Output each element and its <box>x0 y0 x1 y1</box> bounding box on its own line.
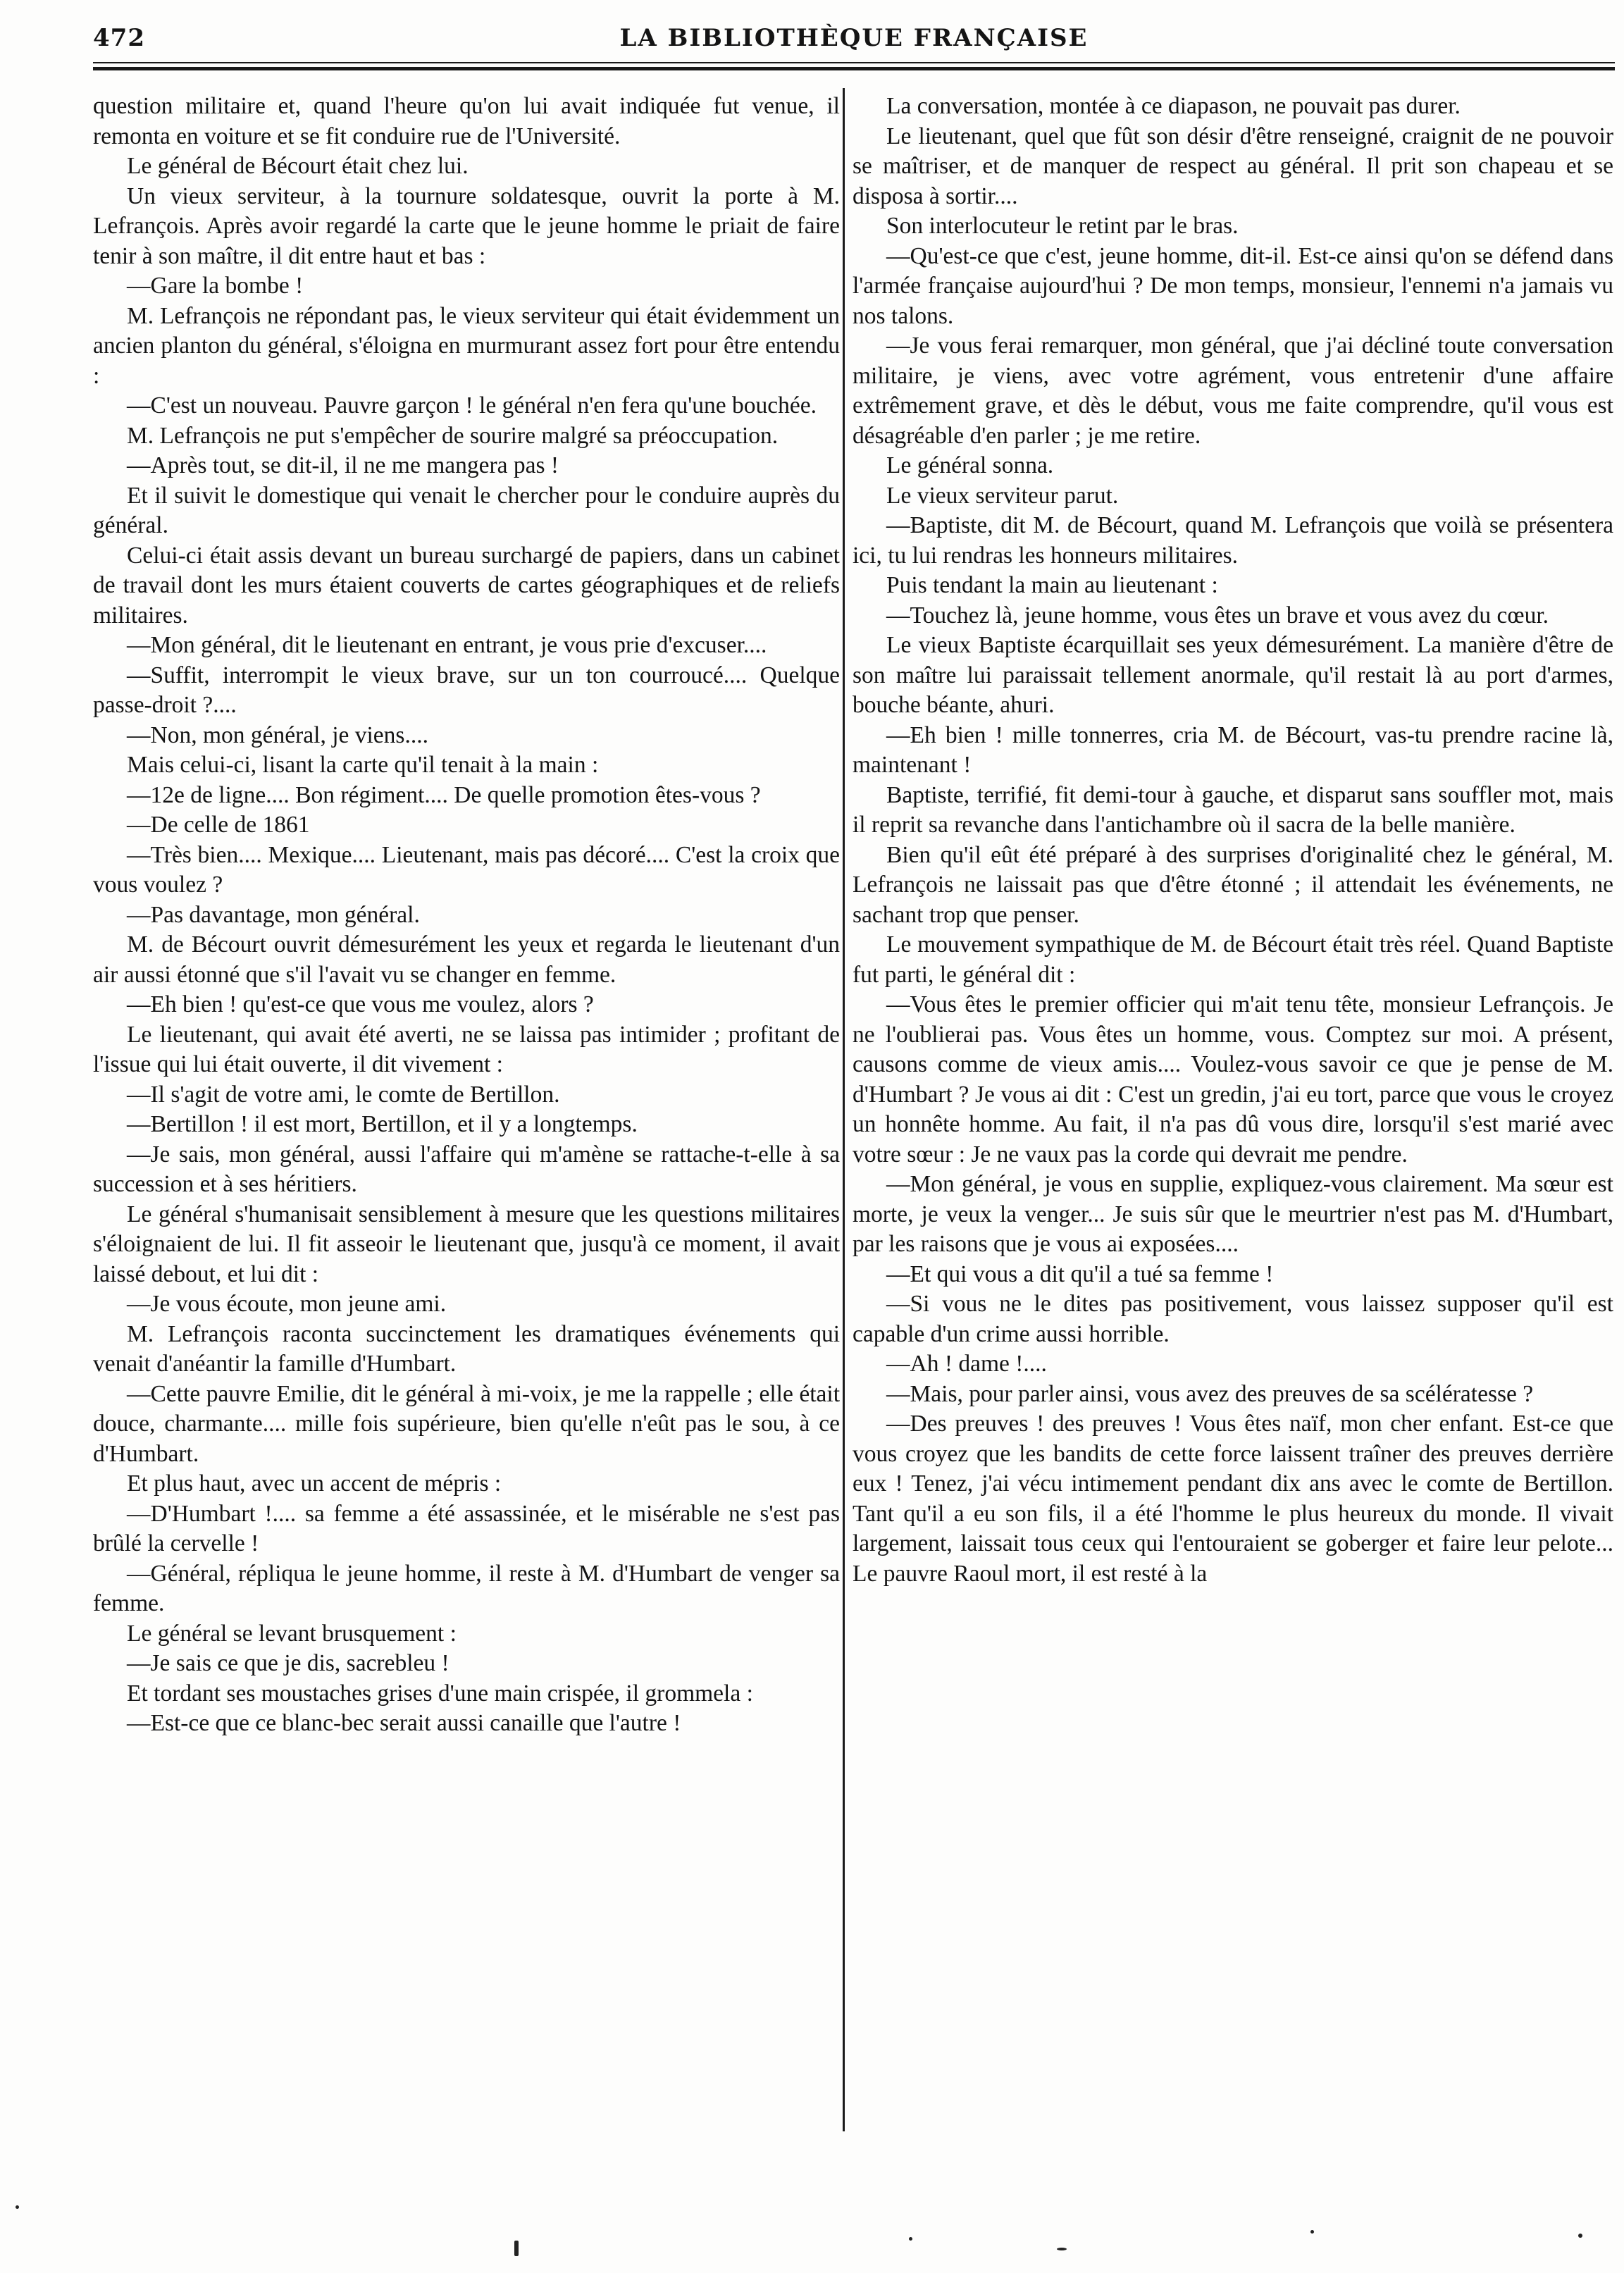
paragraph: —Bertillon ! il est mort, Bertillon, et il y a longtemps. <box>127 1111 638 1137</box>
paragraph: question militaire et, quand l'heure qu'on lui avait indiquée fut venue, il remonta en voiture et se fit conduire rue de l'Université. <box>93 93 840 149</box>
paragraph: —Des preuves ! des preuves ! Vous êtes naïf, mon cher enfant. Est-ce que vous croyez que les bandits de cette force laissent traîner des preuves derrière eux ! Tenez, j'ai vécu intimement pendant dix ans avec le comte de Bertillon. Tant qu'il a eu son fils, il a été l'homme le plus heureux du monde. Il vivait largement, laissait tous ceux qui l'entouraient se goberger et faire leur pelote... Le pauvre Raoul mort, il est resté à la <box>853 1411 1613 1587</box>
paragraph: —Eh bien ! mille tonnerres, cria M. de Bécourt, vas-tu prendre racine là, maintenant ! <box>853 721 1613 778</box>
scan-speck <box>1057 2248 1067 2250</box>
paragraph: Le vieux serviteur parut. <box>886 482 1119 509</box>
paragraph: Puis tendant la main au lieutenant : <box>886 572 1218 598</box>
scan-speck <box>16 2205 19 2209</box>
paragraph: —Eh bien ! qu'est-ce que vous me voulez, alors ? <box>127 991 594 1017</box>
scan-speck <box>514 2241 519 2256</box>
paragraph: —Et qui vous a dit qu'il a tué sa femme ! <box>886 1261 1274 1287</box>
paragraph: Le général s'humanisait sensiblement à mesure que les questions militaires s'éloignaient de lui. Il fit asseoir le lieutenant que, jusqu'à ce moment, il avait laissé debout, et lui dit : <box>93 1201 840 1287</box>
header-rule-thin <box>93 62 1615 63</box>
scan-speck <box>909 2237 912 2241</box>
paragraph: —Il s'agit de votre ami, le comte de Bertillon. <box>127 1081 560 1108</box>
paragraph: Le général de Bécourt était chez lui. <box>127 153 469 179</box>
paragraph: La conversation, montée à ce diapason, ne pouvait pas durer. <box>886 93 1461 119</box>
paragraph: —Je sais ce que je dis, sacrebleu ! <box>127 1650 450 1676</box>
right-column <box>853 92 1613 2135</box>
column-divider <box>843 88 845 2131</box>
paragraph: Le mouvement sympathique de M. de Bécourt était très réel. Quand Baptiste fut parti, le général dit : <box>853 931 1613 988</box>
page-number: 472 <box>93 24 145 52</box>
paragraph: M. Lefrançois ne répondant pas, le vieux serviteur qui était évidemment un ancien planton du général, s'éloigna en murmurant assez fort pour être entendu : <box>93 302 840 389</box>
paragraph: —Je vous écoute, mon jeune ami. <box>127 1291 447 1317</box>
paragraph: —Après tout, se dit-il, il ne me mangera pas ! <box>127 452 559 478</box>
paragraph: Et il suivit le domestique qui venait le chercher pour le conduire auprès du général. <box>93 482 840 538</box>
left-column <box>93 92 840 2135</box>
paragraph: —Gare la bombe ! <box>127 273 304 299</box>
scan-speck <box>1578 2234 1582 2238</box>
scan-speck <box>1310 2230 1314 2234</box>
paragraph: —Baptiste, dit M. de Bécourt, quand M. Lefrançois que voilà se présentera ici, tu lui rendras les honneurs militaires. <box>853 512 1613 569</box>
paragraph: —Qu'est-ce que c'est, jeune homme, dit-il. Est-ce ainsi qu'on se défend dans l'armée française aujourd'hui ? De mon temps, monsieur, l'ennemi n'a jamais vu nos talons. <box>853 242 1613 329</box>
paragraph: —Je vous ferai remarquer, mon général, que j'ai décliné toute conversation militaire, je viens, avec votre agrément, vous entretenir d'une affaire extrêmement grave, et dès le début, vous me faite comprendre, qu'il vous est désagréable d'en parler ; je me retire. <box>853 333 1613 449</box>
paragraph: —Général, répliqua le jeune homme, il reste à M. d'Humbart de venger sa femme. <box>93 1560 840 1616</box>
paragraph: Et tordant ses moustaches grises d'une main crispée, il grommela : <box>127 1680 753 1707</box>
running-header <box>93 21 1615 58</box>
paragraph: Le vieux Baptiste écarquillait ses yeux démesurément. La manière d'être de son maître lui paraissait tellement anormale, qu'il restait là au port d'armes, bouche béante, ahuri. <box>853 632 1613 718</box>
paragraph: M. Lefrançois ne put s'empêcher de sourire malgré sa préoccupation. <box>127 422 779 449</box>
paragraph: —Mon général, je vous en supplie, expliquez-vous clairement. Ma sœur est morte, je veux la venger... Je suis sûr que le meurtrier n'est pas M. d'Humbart, par les raisons que je vous ai exposées.... <box>853 1171 1613 1257</box>
paragraph: Celui-ci était assis devant un bureau surchargé de papiers, dans un cabinet de travail dont les murs étaient couverts de cartes géographiques et de reliefs militaires. <box>93 542 840 628</box>
paragraph: —Vous êtes le premier officier qui m'ait tenu tête, monsieur Lefrançois. Je ne l'oublierai pas. Vous êtes un homme, vous. Comptez sur moi. A présent, causons comme de vieux amis.... Voulez-vous savoir ce que je pense de M. d'Humbart ? Je vous ai dit : C'est un gredin, j'ai eu tort, parce que vous le croyez un honnête homme. Au fait, il n'a pas dû vous dire, lorsqu'il s'est marié avec votre sœur : Je ne vaux pas la corde qui devrait me pendre. <box>853 991 1613 1168</box>
paragraph: —Si vous ne le dites pas positivement, vous laissez supposer qu'il est capable d'un crime aussi horrible. <box>853 1291 1613 1347</box>
paragraph: Bien qu'il eût été préparé à des surprises d'originalité chez le général, M. Lefrançois ne laissait pas que d'être étonné ; il attendait les événements, ne sachant trop que penser. <box>853 841 1613 928</box>
paragraph: M. de Bécourt ouvrit démesurément les yeux et regarda le lieutenant d'un air aussi étonné que s'il l'avait vu se changer en femme. <box>93 931 840 988</box>
running-title: LA BIBLIOTHÈQUE FRANÇAISE <box>619 24 1089 52</box>
paragraph: —12e de ligne.... Bon régiment.... De quelle promotion êtes-vous ? <box>127 781 761 808</box>
paragraph: Le général se levant brusquement : <box>127 1620 457 1647</box>
paragraph: —Touchez là, jeune homme, vous êtes un brave et vous avez du cœur. <box>886 602 1549 628</box>
paragraph: —D'Humbart !.... sa femme a été assassinée, et le misérable ne s'est pas brûlé la cervelle ! <box>93 1500 840 1556</box>
paragraph: —De celle de 1861 <box>127 812 310 838</box>
paragraph: —Est-ce que ce blanc-bec serait aussi canaille que l'autre ! <box>127 1710 681 1736</box>
paragraph: M. Lefrançois raconta succinctement les dramatiques événements qui venait d'anéantir la famille d'Humbart. <box>93 1320 840 1377</box>
paragraph: Le lieutenant, qui avait été averti, ne se laissa pas intimider ; profitant de l'issue qui lui était ouverte, il dit vivement : <box>93 1021 840 1077</box>
paragraph: —C'est un nouveau. Pauvre garçon ! le général n'en fera qu'une bouchée. <box>127 392 817 419</box>
paragraph: —Pas davantage, mon général. <box>127 901 420 928</box>
paragraph: —Ah ! dame !.... <box>886 1351 1047 1377</box>
paragraph: Un vieux serviteur, à la tournure soldatesque, ouvrit la porte à M. Lefrançois. Après avoir regardé la carte que le jeune homme le priait de faire tenir à son maître, il dit entre haut et bas : <box>93 182 840 269</box>
paragraph: —Cette pauvre Emilie, dit le général à mi-voix, je me la rappelle ; elle était douce, charmante.... mille fois supérieure, bien qu'elle n'eût pas le sou, à ce d'Humbart. <box>93 1380 840 1467</box>
paragraph: Et plus haut, avec un accent de mépris : <box>127 1470 502 1497</box>
paragraph: Baptiste, terrifié, fit demi-tour à gauche, et disparut sans souffler mot, mais il reprit sa revanche dans l'antichambre où il sacra de la belle manière. <box>853 781 1613 838</box>
header-rule-thick <box>93 67 1615 70</box>
paragraph: —Suffit, interrompit le vieux brave, sur un ton courroucé.... Quelque passe-droit ?.... <box>93 662 840 718</box>
paragraph: Son interlocuteur le retint par le bras. <box>886 213 1239 239</box>
paragraph: —Mais, pour parler ainsi, vous avez des preuves de sa scélératesse ? <box>886 1380 1534 1407</box>
paragraph: —Mon général, dit le lieutenant en entrant, je vous prie d'excuser.... <box>127 632 767 658</box>
paragraph: —Très bien.... Mexique.... Lieutenant, mais pas décoré.... C'est la croix que vous voulez ? <box>93 841 840 898</box>
paragraph: Mais celui-ci, lisant la carte qu'il tenait à la main : <box>127 752 599 778</box>
paragraph: —Non, mon général, je viens.... <box>127 721 428 748</box>
paragraph: Le lieutenant, quel que fût son désir d'être renseigné, craignit de ne pouvoir se maîtriser, et de manquer de respect au général. Il prit son chapeau et se disposa à sortir.... <box>853 123 1613 209</box>
paragraph: —Je sais, mon général, aussi l'affaire qui m'amène se rattache-t-elle à sa succession et à ses héritiers. <box>93 1141 840 1197</box>
paragraph: Le général sonna. <box>886 452 1054 478</box>
